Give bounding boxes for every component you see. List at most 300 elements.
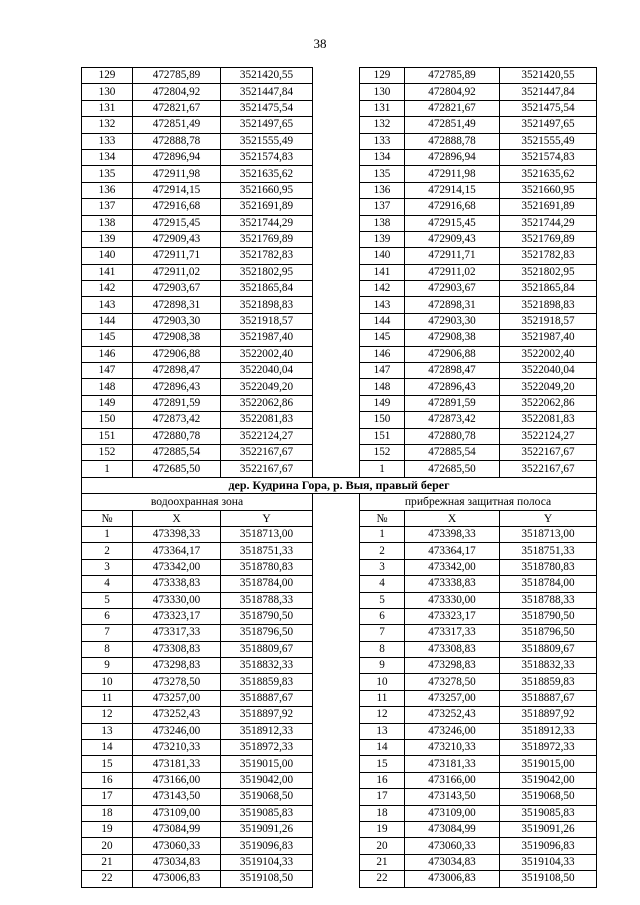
table-row xyxy=(82,658,597,674)
left-x-coordinate: 473364,17 xyxy=(133,543,221,559)
right-y-coordinate: 3521420,55 xyxy=(500,68,597,84)
right-x-coordinate: 472851,49 xyxy=(405,117,500,133)
table-row xyxy=(82,543,597,559)
right-x-coordinate: 472911,98 xyxy=(405,166,500,182)
left-point-number: 138 xyxy=(82,215,133,231)
column-gap xyxy=(313,690,360,706)
right-y-coordinate: 3518832,33 xyxy=(500,658,597,674)
right-point-number: 1 xyxy=(360,526,405,542)
right-x-coordinate: 473323,17 xyxy=(405,608,500,624)
table-row xyxy=(82,838,597,854)
left-point-number: 1 xyxy=(82,461,133,477)
table-row xyxy=(82,395,597,411)
right-x-coordinate: 473166,00 xyxy=(405,772,500,788)
right-x-coordinate: 472896,94 xyxy=(405,149,500,165)
right-point-number: 147 xyxy=(360,363,405,379)
right-y-coordinate: 3519085,83 xyxy=(500,805,597,821)
column-gap xyxy=(313,117,360,133)
right-x-coordinate: 472914,15 xyxy=(405,182,500,198)
column-gap xyxy=(313,281,360,297)
right-y-coordinate: 3518972,33 xyxy=(500,740,597,756)
left-y-coordinate: 3521475,54 xyxy=(221,100,313,116)
column-gap xyxy=(313,149,360,165)
right-point-number: 14 xyxy=(360,740,405,756)
table-row xyxy=(82,133,597,149)
right-point-number: 5 xyxy=(360,592,405,608)
left-point-number: 4 xyxy=(82,576,133,592)
left-x-coordinate: 472888,78 xyxy=(133,133,221,149)
left-y-coordinate: 3521865,84 xyxy=(221,281,313,297)
right-y-coordinate: 3519091,26 xyxy=(500,821,597,837)
right-x-coordinate: 472891,59 xyxy=(405,395,500,411)
right-y-coordinate: 3518887,67 xyxy=(500,690,597,706)
left-point-number: 133 xyxy=(82,133,133,149)
left-point-number: 142 xyxy=(82,281,133,297)
left-x-coordinate: 473166,00 xyxy=(133,772,221,788)
left-point-number: 135 xyxy=(82,166,133,182)
right-y-coordinate: 3521475,54 xyxy=(500,100,597,116)
left-y-coordinate: 3521420,55 xyxy=(221,68,313,84)
table-row xyxy=(82,199,597,215)
right-y-coordinate: 3522167,67 xyxy=(500,444,597,460)
left-point-number: 143 xyxy=(82,297,133,313)
right-x-coordinate: 472908,38 xyxy=(405,330,500,346)
section-header-block xyxy=(82,477,597,526)
left-x-coordinate: 473246,00 xyxy=(133,723,221,739)
right-point-number: 151 xyxy=(360,428,405,444)
left-y-coordinate: 3521802,95 xyxy=(221,264,313,280)
left-point-number: 129 xyxy=(82,68,133,84)
right-y-coordinate: 3522002,40 xyxy=(500,346,597,362)
table-row xyxy=(82,412,597,428)
right-point-number: 1 xyxy=(360,461,405,477)
left-y-coordinate: 3519091,26 xyxy=(221,821,313,837)
right-x-coordinate: 473364,17 xyxy=(405,543,500,559)
right-point-number: 130 xyxy=(360,84,405,100)
left-point-number: 152 xyxy=(82,444,133,460)
column-gap xyxy=(313,526,360,542)
right-x-coordinate: 473252,43 xyxy=(405,707,500,723)
right-point-number: 146 xyxy=(360,346,405,362)
left-x-coordinate: 472785,89 xyxy=(133,68,221,84)
table-row xyxy=(82,576,597,592)
column-gap xyxy=(313,756,360,772)
column-gap xyxy=(313,215,360,231)
table-row xyxy=(82,84,597,100)
right-y-coordinate: 3521691,89 xyxy=(500,199,597,215)
right-y-coordinate: 3519068,50 xyxy=(500,789,597,805)
right-y-coordinate: 3518859,83 xyxy=(500,674,597,690)
column-gap xyxy=(313,133,360,149)
left-y-coordinate: 3518784,00 xyxy=(221,576,313,592)
column-gap xyxy=(313,772,360,788)
right-y-coordinate: 3522062,86 xyxy=(500,395,597,411)
left-y-coordinate: 3522081,83 xyxy=(221,412,313,428)
right-x-coordinate: 473308,83 xyxy=(405,641,500,657)
left-point-number: 144 xyxy=(82,313,133,329)
left-x-coordinate: 472873,42 xyxy=(133,412,221,428)
column-gap xyxy=(313,559,360,575)
right-point-number: 137 xyxy=(360,199,405,215)
column-gap xyxy=(313,789,360,805)
right-y-coordinate: 3521555,49 xyxy=(500,133,597,149)
right-point-number: 140 xyxy=(360,248,405,264)
column-gap xyxy=(313,412,360,428)
right-y-coordinate: 3521635,62 xyxy=(500,166,597,182)
column-gap xyxy=(313,100,360,116)
table-row xyxy=(82,559,597,575)
right-y-coordinate: 3521769,89 xyxy=(500,231,597,247)
left-y-coordinate: 3521898,83 xyxy=(221,297,313,313)
left-x-coordinate: 472909,43 xyxy=(133,231,221,247)
table-row xyxy=(82,690,597,706)
column-gap xyxy=(313,182,360,198)
left-point-number: 147 xyxy=(82,363,133,379)
left-y-coordinate: 3522002,40 xyxy=(221,346,313,362)
right-point-number: 144 xyxy=(360,313,405,329)
left-point-number: 8 xyxy=(82,641,133,657)
table-row xyxy=(82,166,597,182)
left-point-number: 3 xyxy=(82,559,133,575)
left-x-coordinate: 472911,71 xyxy=(133,248,221,264)
right-point-number: 138 xyxy=(360,215,405,231)
left-x-coordinate: 472885,54 xyxy=(133,444,221,460)
right-point-number: 13 xyxy=(360,723,405,739)
left-x-coordinate: 473330,00 xyxy=(133,592,221,608)
right-x-coordinate: 472906,88 xyxy=(405,346,500,362)
left-point-number: 134 xyxy=(82,149,133,165)
left-point-number: 130 xyxy=(82,84,133,100)
top-coordinates-block xyxy=(82,68,597,478)
left-x-coordinate: 473323,17 xyxy=(133,608,221,624)
column-gap xyxy=(313,641,360,657)
left-point-number: 132 xyxy=(82,117,133,133)
left-point-number: 139 xyxy=(82,231,133,247)
left-x-coordinate: 472916,68 xyxy=(133,199,221,215)
left-point-number: 21 xyxy=(82,854,133,870)
left-point-number: 19 xyxy=(82,821,133,837)
left-point-number: 148 xyxy=(82,379,133,395)
left-x-coordinate: 473257,00 xyxy=(133,690,221,706)
right-x-coordinate: 473034,83 xyxy=(405,854,500,870)
left-y-coordinate: 3519015,00 xyxy=(221,756,313,772)
right-x-coordinate: 472821,67 xyxy=(405,100,500,116)
table-row xyxy=(82,740,597,756)
bottom-coordinates-block xyxy=(82,526,597,887)
left-point-number: 131 xyxy=(82,100,133,116)
table-row xyxy=(82,100,597,116)
right-point-number: 12 xyxy=(360,707,405,723)
right-x-coordinate: 472880,78 xyxy=(405,428,500,444)
table-row xyxy=(82,281,597,297)
right-point-number: 17 xyxy=(360,789,405,805)
right-x-coordinate: 472911,02 xyxy=(405,264,500,280)
right-y-coordinate: 3518751,33 xyxy=(500,543,597,559)
table-row xyxy=(82,871,597,887)
right-point-number: 131 xyxy=(360,100,405,116)
left-x-coordinate: 472906,88 xyxy=(133,346,221,362)
left-y-coordinate: 3521447,84 xyxy=(221,84,313,100)
right-x-coordinate: 473210,33 xyxy=(405,740,500,756)
right-x-coordinate: 472911,71 xyxy=(405,248,500,264)
left-y-coordinate: 3521918,57 xyxy=(221,313,313,329)
right-point-number: 141 xyxy=(360,264,405,280)
right-point-number: 148 xyxy=(360,379,405,395)
left-point-number: 16 xyxy=(82,772,133,788)
right-y-coordinate: 3518784,00 xyxy=(500,576,597,592)
right-point-number: 19 xyxy=(360,821,405,837)
right-point-number: 18 xyxy=(360,805,405,821)
left-y-coordinate: 3519096,83 xyxy=(221,838,313,854)
column-gap xyxy=(313,330,360,346)
table-row xyxy=(82,346,597,362)
column-gap xyxy=(313,838,360,854)
left-x-coordinate: 473317,33 xyxy=(133,625,221,641)
right-point-number: 9 xyxy=(360,658,405,674)
left-x-coordinate: 472804,92 xyxy=(133,84,221,100)
right-y-coordinate: 3518912,33 xyxy=(500,723,597,739)
left-y-coordinate: 3521574,83 xyxy=(221,149,313,165)
left-x-coordinate: 473109,00 xyxy=(133,805,221,821)
right-y-coordinate: 3519096,83 xyxy=(500,838,597,854)
right-y-coordinate: 3521744,29 xyxy=(500,215,597,231)
table-row xyxy=(82,149,597,165)
left-point-number: 149 xyxy=(82,395,133,411)
right-y-header: Y xyxy=(500,510,597,526)
right-y-coordinate: 3521865,84 xyxy=(500,281,597,297)
right-point-number: 129 xyxy=(360,68,405,84)
left-x-coordinate: 473342,00 xyxy=(133,559,221,575)
left-y-coordinate: 3519085,83 xyxy=(221,805,313,821)
column-gap xyxy=(313,871,360,887)
left-x-coordinate: 473398,33 xyxy=(133,526,221,542)
right-x-coordinate: 473143,50 xyxy=(405,789,500,805)
right-point-number: 135 xyxy=(360,166,405,182)
left-x-coordinate: 472685,50 xyxy=(133,461,221,477)
right-x-coordinate: 473398,33 xyxy=(405,526,500,542)
left-number-header: № xyxy=(82,510,133,526)
left-x-coordinate: 472896,94 xyxy=(133,149,221,165)
table-row xyxy=(82,248,597,264)
left-point-number: 1 xyxy=(82,526,133,542)
column-gap xyxy=(313,379,360,395)
right-y-coordinate: 3518780,83 xyxy=(500,559,597,575)
right-x-coordinate: 473060,33 xyxy=(405,838,500,854)
right-y-coordinate: 3518788,33 xyxy=(500,592,597,608)
table-row xyxy=(82,117,597,133)
left-point-number: 140 xyxy=(82,248,133,264)
right-point-number: 3 xyxy=(360,559,405,575)
left-point-number: 5 xyxy=(82,592,133,608)
column-gap xyxy=(313,199,360,215)
left-y-coordinate: 3518788,33 xyxy=(221,592,313,608)
right-x-coordinate: 473338,83 xyxy=(405,576,500,592)
column-gap xyxy=(313,68,360,84)
right-point-number: 22 xyxy=(360,871,405,887)
left-point-number: 20 xyxy=(82,838,133,854)
right-point-number: 20 xyxy=(360,838,405,854)
left-point-number: 6 xyxy=(82,608,133,624)
left-x-coordinate: 473084,99 xyxy=(133,821,221,837)
table-row xyxy=(82,264,597,280)
right-x-coordinate: 473006,83 xyxy=(405,871,500,887)
table-row xyxy=(82,182,597,198)
right-point-number: 142 xyxy=(360,281,405,297)
left-y-coordinate: 3522040,04 xyxy=(221,363,313,379)
left-y-header: Y xyxy=(221,510,313,526)
left-point-number: 7 xyxy=(82,625,133,641)
right-x-coordinate: 473181,33 xyxy=(405,756,500,772)
left-y-coordinate: 3518832,33 xyxy=(221,658,313,674)
right-point-number: 4 xyxy=(360,576,405,592)
right-point-number: 7 xyxy=(360,625,405,641)
right-y-coordinate: 3518790,50 xyxy=(500,608,597,624)
right-y-coordinate: 3522040,04 xyxy=(500,363,597,379)
right-number-header: № xyxy=(360,510,405,526)
left-y-coordinate: 3522049,20 xyxy=(221,379,313,395)
right-x-coordinate: 473257,00 xyxy=(405,690,500,706)
right-point-number: 2 xyxy=(360,543,405,559)
table-row xyxy=(82,379,597,395)
column-gap xyxy=(313,231,360,247)
left-y-coordinate: 3522167,67 xyxy=(221,444,313,460)
right-y-coordinate: 3521497,65 xyxy=(500,117,597,133)
right-x-coordinate: 473330,00 xyxy=(405,592,500,608)
column-gap xyxy=(313,248,360,264)
right-point-number: 150 xyxy=(360,412,405,428)
table-row xyxy=(82,68,597,84)
left-x-coordinate: 472851,49 xyxy=(133,117,221,133)
right-x-coordinate: 472896,43 xyxy=(405,379,500,395)
table-row xyxy=(82,330,597,346)
left-y-coordinate: 3518751,33 xyxy=(221,543,313,559)
left-point-number: 146 xyxy=(82,346,133,362)
right-x-coordinate: 473084,99 xyxy=(405,821,500,837)
right-y-coordinate: 3521447,84 xyxy=(500,84,597,100)
left-x-coordinate: 473210,33 xyxy=(133,740,221,756)
left-x-coordinate: 472880,78 xyxy=(133,428,221,444)
left-y-coordinate: 3518796,50 xyxy=(221,625,313,641)
right-x-coordinate: 473317,33 xyxy=(405,625,500,641)
right-y-coordinate: 3518713,00 xyxy=(500,526,597,542)
left-x-coordinate: 473034,83 xyxy=(133,854,221,870)
right-x-coordinate: 473298,83 xyxy=(405,658,500,674)
right-y-coordinate: 3521802,95 xyxy=(500,264,597,280)
right-x-coordinate: 472685,50 xyxy=(405,461,500,477)
left-x-coordinate: 473298,83 xyxy=(133,658,221,674)
left-y-coordinate: 3522167,67 xyxy=(221,461,313,477)
left-y-coordinate: 3518780,83 xyxy=(221,559,313,575)
column-gap xyxy=(313,264,360,280)
left-x-coordinate: 472896,43 xyxy=(133,379,221,395)
left-point-number: 150 xyxy=(82,412,133,428)
right-y-coordinate: 3519015,00 xyxy=(500,756,597,772)
table-row xyxy=(82,461,597,477)
left-point-number: 12 xyxy=(82,707,133,723)
right-x-coordinate: 472903,30 xyxy=(405,313,500,329)
right-x-coordinate: 472804,92 xyxy=(405,84,500,100)
left-x-coordinate: 473252,43 xyxy=(133,707,221,723)
right-y-coordinate: 3521574,83 xyxy=(500,149,597,165)
column-gap xyxy=(313,625,360,641)
left-x-coordinate: 473006,83 xyxy=(133,871,221,887)
page-number: 38 xyxy=(313,36,327,51)
left-y-coordinate: 3518887,67 xyxy=(221,690,313,706)
right-x-coordinate: 473109,00 xyxy=(405,805,500,821)
column-gap xyxy=(313,444,360,460)
left-x-coordinate: 472911,98 xyxy=(133,166,221,182)
table-row xyxy=(82,444,597,460)
table-row xyxy=(82,297,597,313)
right-x-coordinate: 472916,68 xyxy=(405,199,500,215)
right-x-coordinate: 472898,31 xyxy=(405,297,500,313)
table-row xyxy=(82,363,597,379)
right-point-number: 10 xyxy=(360,674,405,690)
right-y-coordinate: 3522081,83 xyxy=(500,412,597,428)
table-row xyxy=(82,215,597,231)
right-point-number: 132 xyxy=(360,117,405,133)
left-point-number: 10 xyxy=(82,674,133,690)
right-point-number: 133 xyxy=(360,133,405,149)
column-gap xyxy=(313,608,360,624)
right-point-number: 16 xyxy=(360,772,405,788)
right-y-coordinate: 3521918,57 xyxy=(500,313,597,329)
left-x-coordinate: 472903,30 xyxy=(133,313,221,329)
right-x-coordinate: 473246,00 xyxy=(405,723,500,739)
section-title: дер. Кудрина Гора, р. Выя, правый берег xyxy=(82,477,597,493)
left-y-coordinate: 3521782,83 xyxy=(221,248,313,264)
left-x-coordinate: 472891,59 xyxy=(133,395,221,411)
left-x-coordinate: 472911,02 xyxy=(133,264,221,280)
left-y-coordinate: 3519068,50 xyxy=(221,789,313,805)
left-point-number: 9 xyxy=(82,658,133,674)
right-point-number: 143 xyxy=(360,297,405,313)
column-gap xyxy=(313,313,360,329)
right-point-number: 149 xyxy=(360,395,405,411)
left-y-coordinate: 3521497,65 xyxy=(221,117,313,133)
right-x-coordinate: 472888,78 xyxy=(405,133,500,149)
left-x-coordinate: 473143,50 xyxy=(133,789,221,805)
right-y-coordinate: 3522049,20 xyxy=(500,379,597,395)
left-point-number: 15 xyxy=(82,756,133,772)
left-x-coordinate: 473278,50 xyxy=(133,674,221,690)
left-point-number: 151 xyxy=(82,428,133,444)
left-y-coordinate: 3521691,89 xyxy=(221,199,313,215)
right-y-coordinate: 3519108,50 xyxy=(500,871,597,887)
column-gap xyxy=(313,395,360,411)
column-gap xyxy=(313,461,360,477)
table-row xyxy=(82,756,597,772)
column-gap xyxy=(313,805,360,821)
right-y-coordinate: 3522124,27 xyxy=(500,428,597,444)
left-x-coordinate: 473181,33 xyxy=(133,756,221,772)
column-gap xyxy=(313,723,360,739)
left-point-number: 17 xyxy=(82,789,133,805)
column-gap xyxy=(313,658,360,674)
left-point-number: 145 xyxy=(82,330,133,346)
right-point-number: 15 xyxy=(360,756,405,772)
right-point-number: 21 xyxy=(360,854,405,870)
left-y-coordinate: 3518713,00 xyxy=(221,526,313,542)
right-y-coordinate: 3521782,83 xyxy=(500,248,597,264)
column-gap xyxy=(313,494,360,510)
left-x-coordinate: 472898,31 xyxy=(133,297,221,313)
left-y-coordinate: 3521660,95 xyxy=(221,182,313,198)
left-x-coordinate: 472898,47 xyxy=(133,363,221,379)
left-point-number: 2 xyxy=(82,543,133,559)
right-y-coordinate: 3519042,00 xyxy=(500,772,597,788)
right-y-coordinate: 3518897,92 xyxy=(500,707,597,723)
